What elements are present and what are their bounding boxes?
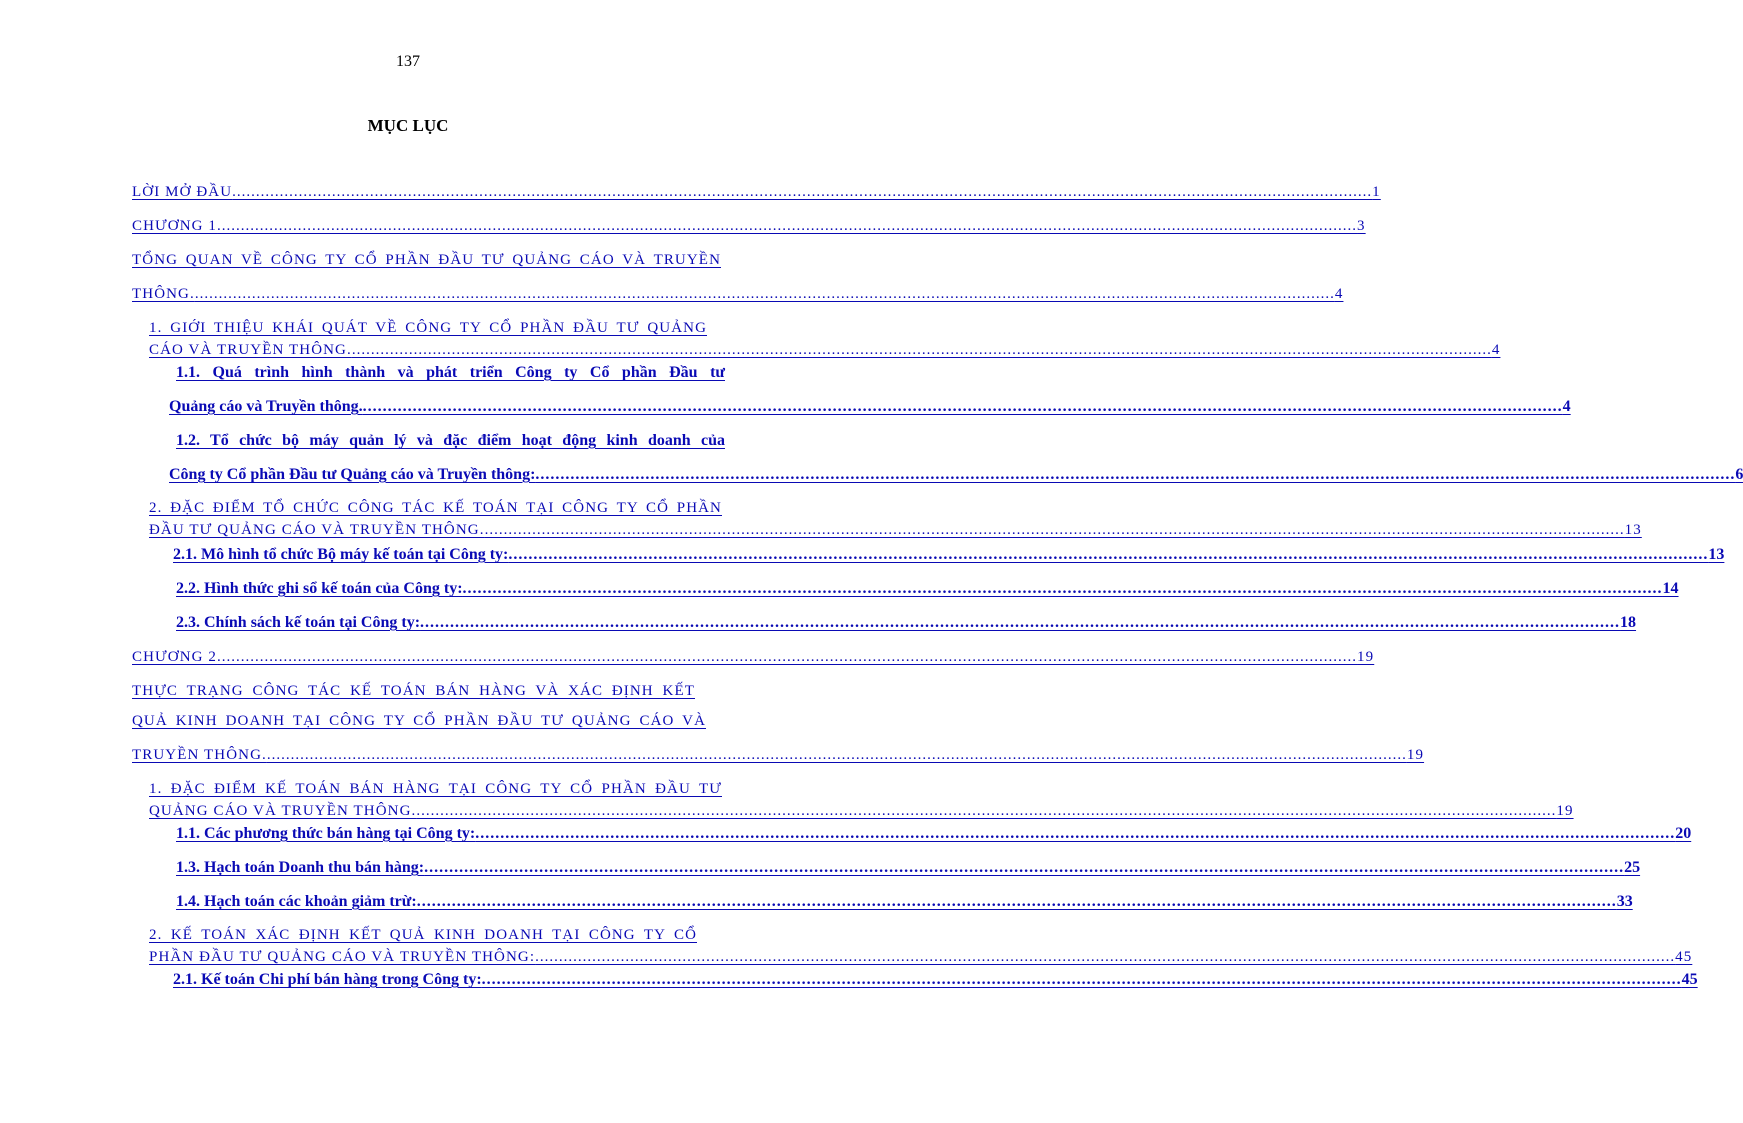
toc-entry-chuong-2[interactable] <box>132 649 1375 666</box>
toc-entry-2-dac-diem-to-chuc-cong-tac-ke-toan-tai-[interactable] <box>149 500 722 517</box>
toc-entry-1-gioi-thieu-khai-quat-ve-cong-ty-co-pha[interactable] <box>149 320 707 337</box>
toc-entry-text: QUẢNG CÁO VÀ TRUYỀN THÔNG. <box>149 803 417 819</box>
toc-entry-chuong-1[interactable] <box>132 218 1366 235</box>
toc-page-number: 13 <box>1624 522 1642 538</box>
toc-page-number: 45 <box>1681 971 1698 988</box>
toc-entry-text: ĐẦU TƯ QUẢNG CÁO VÀ TRUYỀN THÔNG. <box>149 522 485 538</box>
toc-entry-text: 2. ĐẶC ĐIỂM TỔ CHỨC CÔNG TÁC KẾ TOÁN TẠI CÔNG TY CỔ PHẦN <box>149 500 722 516</box>
toc-page-number: 4 <box>1334 286 1344 302</box>
toc-page-number: 14 <box>1662 580 1679 597</box>
toc-entry-phan-dau-tu-quang-cao-va-truyen-thong[interactable] <box>149 949 1693 966</box>
toc-entry-quang-cao-va-truyen-thong[interactable] <box>149 803 1574 820</box>
toc-page-number: 19 <box>1556 803 1574 819</box>
dot-leader: ................................................................................................................................................................................................................................................ <box>232 184 1373 200</box>
toc-entry-text: PHẦN ĐẦU TƯ QUẢNG CÁO VÀ TRUYỀN THÔNG: <box>149 949 536 965</box>
toc-entry-text: 1.3. Hạch toán Doanh thu bán hàng: <box>176 859 425 876</box>
toc-entry-text: 1. GIỚI THIỆU KHÁI QUÁT VỀ CÔNG TY CỔ PHẦN ĐẦU TƯ QUẢNG <box>149 320 707 336</box>
toc-page-number: 19 <box>1406 747 1425 763</box>
toc-entry-2-1-ke-toan-chi-phi-ban-hang-trong-cong-[interactable] <box>173 971 1698 989</box>
toc-entry-1-3-hach-toan-doanh-thu-ban-hang[interactable] <box>176 859 1641 877</box>
toc-entry-text: 2.1. Mô hình tổ chức Bộ máy kế toán tại Công ty: <box>173 546 509 563</box>
toc-entry-thong[interactable] <box>132 286 1344 303</box>
toc-entry-qua-kinh-doanh-tai-cong-ty-co-phan-dau-t[interactable] <box>132 713 706 730</box>
toc-page-number: 33 <box>1616 893 1633 910</box>
dot-leader: ................................................................................................................................................................................................................................................ <box>481 971 1682 988</box>
toc-entry-tong-quan-ve-cong-ty-co-phan-dau-tu-quan[interactable] <box>132 252 721 269</box>
dot-leader: ................................................................................................................................................................................................................................................ <box>535 466 1736 483</box>
toc-entry-dau-tu-quang-cao-va-truyen-thong[interactable] <box>149 522 1642 539</box>
toc-entry-2-2-hinh-thuc-ghi-so-ke-toan-cua-cong-ty[interactable] <box>176 580 1679 598</box>
toc-entry-text: 2. KẾ TOÁN XÁC ĐỊNH KẾT QUẢ KINH DOANH TẠI CÔNG TY CỔ <box>149 927 697 943</box>
toc-page-number: 19 <box>1357 649 1375 665</box>
dot-leader: ................................................................................................................................................................................................................................................ <box>217 218 1358 234</box>
toc-entry-text: Công ty Cổ phần Đầu tư Quảng cáo và Truyền thông: <box>169 466 536 483</box>
dot-leader: ................................................................................................................................................................................................................................................ <box>194 286 1335 302</box>
toc-entry-cao-va-truyen-thong[interactable] <box>149 342 1501 359</box>
toc-page-number: 1 <box>1372 184 1381 200</box>
toc-entry-quang-cao-va-truyen-thong[interactable] <box>169 398 1571 416</box>
toc-entry-text: 1.1. Các phương thức bán hàng tại Công ty: <box>176 825 476 842</box>
toc-entry-text: CHƯƠNG 1 <box>132 218 218 234</box>
toc-entry-text: 1.1. Quá trình hình thành và phát triển Công ty Cổ phần Đầu tư <box>176 364 725 381</box>
toc-page-number: 13 <box>1708 546 1725 563</box>
toc-entry-text: 2.1. Kế toán Chi phí bán hàng trong Công ty: <box>173 971 482 988</box>
dot-leader: ................................................................................................................................................................................................................................................ <box>484 522 1625 538</box>
toc-entry-loi-mo-dau[interactable] <box>132 184 1381 201</box>
toc-entry-text: 1.2. Tổ chức bộ máy quản lý và đặc điểm hoạt động kinh doanh của <box>176 432 725 449</box>
toc-entry-2-1-mo-hinh-to-chuc-bo-may-ke-toan-tai-c[interactable] <box>173 546 1725 564</box>
toc-page-number: 25 <box>1624 859 1641 876</box>
toc-entry-truyen-thong[interactable] <box>132 747 1425 764</box>
toc-entry-2-ke-toan-xac-dinh-ket-qua-kinh-doanh-ta[interactable] <box>149 927 697 944</box>
toc-entry-text: CÁO VÀ TRUYỀN THÔNG. <box>149 342 352 358</box>
toc-entry-text: TRUYỀN THÔNG. <box>132 747 267 763</box>
toc-page-number: 45 <box>1675 949 1693 965</box>
toc-entry-text: 1. ĐẶC ĐIỂM KẾ TOÁN BÁN HÀNG TẠI CÔNG TY CỔ PHẦN ĐẦU TƯ <box>149 781 722 797</box>
page-number: 137 <box>396 53 420 70</box>
dot-leader: ................................................................................................................................................................................................................................................ <box>416 803 1557 819</box>
toc-page-number: 6 <box>1735 466 1743 483</box>
dot-leader: ................................................................................................................................................................................................................................................ <box>362 398 1563 415</box>
toc-entry-cong-ty-co-phan-dau-tu-quang-cao-va-truy[interactable] <box>169 466 1743 484</box>
toc-entry-text: THÔNG. <box>132 286 195 302</box>
toc-entry-text: Quảng cáo và Truyền thông. <box>169 398 363 415</box>
dot-leader: ................................................................................................................................................................................................................................................ <box>535 949 1676 965</box>
toc-entry-1-1-qua-trinh-hinh-thanh-va-phat-trien-c[interactable] <box>176 364 725 382</box>
toc-page-number: 20 <box>1675 825 1692 842</box>
toc-entry-text: 1.4. Hạch toán các khoản giảm trừ: <box>176 893 417 910</box>
toc-page-number: 4 <box>1491 342 1501 358</box>
toc-page-number: 4 <box>1562 398 1571 415</box>
dot-leader: ................................................................................................................................................................................................................................................ <box>266 747 1407 763</box>
toc-page-number: 18 <box>1620 614 1637 631</box>
dot-leader: ................................................................................................................................................................................................................................................ <box>424 859 1625 876</box>
toc-page-number: 3 <box>1357 218 1366 234</box>
dot-leader: ................................................................................................................................................................................................................................................ <box>475 825 1676 842</box>
toc-entry-text: QUẢ KINH DOANH TẠI CÔNG TY CỔ PHẦN ĐẦU TƯ QUẢNG CÁO VÀ <box>132 713 706 729</box>
dot-leader: ................................................................................................................................................................................................................................................ <box>351 342 1492 358</box>
toc-entry-2-3-chinh-sach-ke-toan-tai-cong-ty[interactable] <box>176 614 1637 632</box>
toc-entry-text: TỔNG QUAN VỀ CÔNG TY CỔ PHẦN ĐẦU TƯ QUẢNG CÁO VÀ TRUYỀN <box>132 252 721 268</box>
dot-leader: ................................................................................................................................................................................................................................................ <box>508 546 1709 563</box>
toc-entry-thuc-trang-cong-tac-ke-toan-ban-hang-va-[interactable] <box>132 683 695 700</box>
toc-entry-text: LỜI MỞ ĐẦU <box>132 184 233 200</box>
dot-leader: ................................................................................................................................................................................................................................................ <box>416 893 1617 910</box>
toc-entry-1-4-hach-toan-cac-khoan-giam-tru[interactable] <box>176 893 1633 911</box>
toc-entry-text: 2.2. Hình thức ghi sổ kế toán của Công ty: <box>176 580 463 597</box>
toc-entry-1-dac-diem-ke-toan-ban-hang-tai-cong-ty-[interactable] <box>149 781 722 798</box>
toc-entry-text: CHƯƠNG 2 <box>132 649 218 665</box>
toc-title: MỤC LỤC <box>367 116 449 135</box>
dot-leader: ................................................................................................................................................................................................................................................ <box>462 580 1663 597</box>
toc-entry-text: 2.3. Chính sách kế toán tại Công ty: <box>176 614 421 631</box>
toc-entry-text: THỰC TRẠNG CÔNG TÁC KẾ TOÁN BÁN HÀNG VÀ XÁC ĐỊNH KẾT <box>132 683 695 699</box>
dot-leader: ................................................................................................................................................................................................................................................ <box>217 649 1358 665</box>
toc-entry-1-2-to-chuc-bo-may-quan-ly-va-dac-diem-h[interactable] <box>176 432 725 450</box>
toc-entry-1-1-cac-phuong-thuc-ban-hang-tai-cong-ty[interactable] <box>176 825 1692 843</box>
dot-leader: ................................................................................................................................................................................................................................................ <box>420 614 1621 631</box>
